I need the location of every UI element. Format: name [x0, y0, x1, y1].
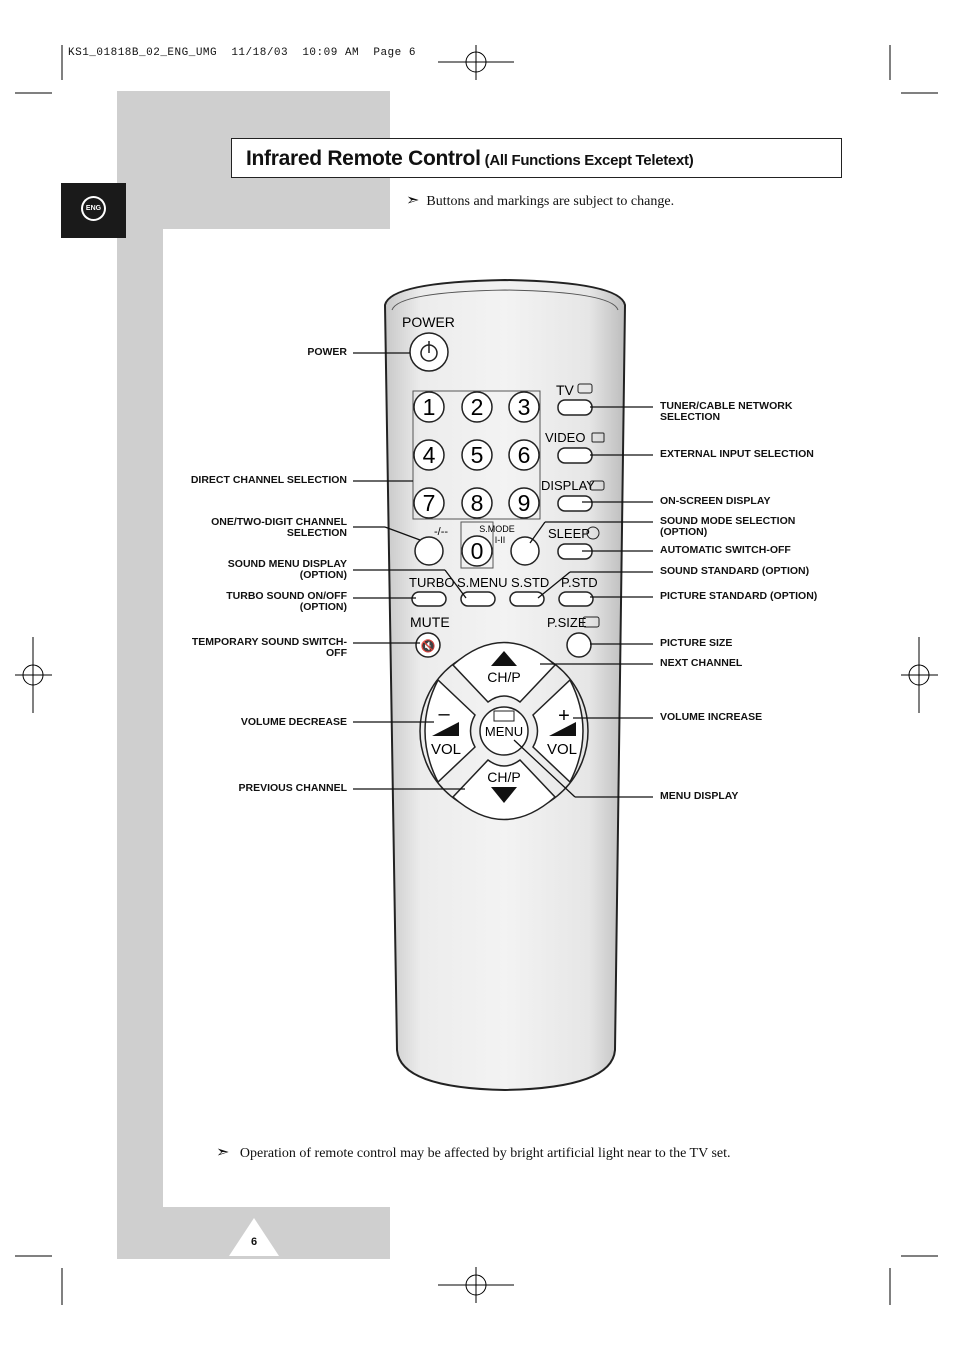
callout-label: TEMPORARY SOUND SWITCH- OFF: [191, 636, 347, 659]
display-button[interactable]: [558, 496, 592, 511]
mute-text: MUTE: [410, 614, 450, 630]
title-sub: (All Functions Except Teletext): [484, 152, 694, 169]
smode-text: S.MODE: [479, 524, 515, 534]
plus-icon: +: [558, 705, 570, 727]
page-number: 6: [250, 1236, 258, 1248]
video-button[interactable]: [558, 448, 592, 463]
language-badge-text: ENG: [83, 198, 104, 219]
callout-label: PICTURE STANDARD (OPTION): [660, 590, 818, 602]
callout-label: PREVIOUS CHANNEL: [238, 782, 347, 794]
sleep-text: SLEEP: [548, 526, 590, 541]
smode-sub-text: I-II: [494, 535, 506, 545]
power-text: POWER: [402, 314, 455, 330]
tv-button[interactable]: [558, 400, 592, 415]
digit-label-1: 1: [422, 394, 436, 420]
callout-label: DIRECT CHANNEL SELECTION: [190, 474, 347, 486]
digit-label-7: 7: [422, 490, 436, 516]
digit-label-4: 4: [422, 442, 436, 468]
callout-label: AUTOMATIC SWITCH-OFF: [660, 544, 791, 556]
psize-button[interactable]: [567, 633, 591, 657]
callout-label: TUNER/CABLE NETWORK SELECTION: [660, 400, 793, 423]
digit-label-3: 3: [517, 394, 531, 420]
callout-label: SOUND MENU DISPLAY (OPTION): [227, 558, 347, 581]
smenu-text: S.MENU: [457, 575, 508, 590]
callout-label: MENU DISPLAY: [660, 790, 739, 802]
callout-label: TURBO SOUND ON/OFF (OPTION): [226, 590, 347, 613]
digit-label-8: 8: [470, 490, 484, 516]
callout-label: SOUND STANDARD (OPTION): [660, 565, 810, 577]
vol-right-text: VOL: [546, 741, 578, 758]
dash-text: -/--: [434, 526, 449, 538]
digit-label-0: 0: [470, 538, 484, 564]
note-arrow-icon: ➣: [216, 1144, 230, 1161]
menu-text: MENU: [484, 724, 524, 739]
sstd-button[interactable]: [510, 592, 544, 606]
callout-label: POWER: [307, 346, 347, 358]
digit-label-6: 6: [517, 442, 531, 468]
note-arrow-icon: ➣: [406, 192, 420, 209]
ch-up-text: CH/P: [487, 669, 521, 685]
callout-label: ONE/TWO-DIGIT CHANNEL SELECTION: [211, 516, 347, 539]
note-bottom: [216, 1142, 731, 1162]
print-slug: KS1_01818B_02_ENG_UMG 11/18/03 10:09 AM Page 6: [68, 47, 416, 59]
smenu-button[interactable]: [461, 592, 495, 606]
psize-text: P.SIZE: [547, 615, 587, 630]
digit-label-5: 5: [470, 442, 484, 468]
pstd-text: P.STD: [561, 575, 598, 590]
turbo-button[interactable]: [412, 592, 446, 606]
sound-mode-button[interactable]: [511, 537, 539, 565]
ch-down-text: CH/P: [487, 769, 521, 785]
video-text: VIDEO: [545, 430, 586, 445]
title-main: Infrared Remote Control: [246, 147, 481, 170]
note-top-text: Buttons and markings are subject to change.: [426, 194, 675, 209]
tv-text: TV: [556, 382, 574, 398]
minus-icon: –: [438, 703, 450, 725]
pstd-button[interactable]: [559, 592, 593, 606]
turbo-text: TURBO: [409, 575, 455, 590]
callout-label: VOLUME DECREASE: [240, 716, 347, 728]
callout-label: PICTURE SIZE: [660, 637, 733, 649]
mute-icon: 🔇: [420, 639, 436, 653]
sstd-text: S.STD: [511, 575, 550, 590]
callout-label: NEXT CHANNEL: [660, 657, 743, 669]
callout-label: ON-SCREEN DISPLAY: [660, 495, 771, 507]
display-text: DISPLAY: [541, 478, 595, 493]
callout-label: VOLUME INCREASE: [660, 711, 763, 723]
note-bottom-text: Operation of remote control may be affected by bright artificial light near to the TV set.: [239, 1146, 731, 1161]
vol-left-text: VOL: [430, 741, 462, 758]
callout-label: SOUND MODE SELECTION (OPTION): [660, 515, 796, 538]
digit-label-9: 9: [517, 490, 531, 516]
callout-label: EXTERNAL INPUT SELECTION: [660, 448, 814, 460]
digit-label-2: 2: [470, 394, 484, 420]
one-two-digit-button[interactable]: [415, 537, 443, 565]
